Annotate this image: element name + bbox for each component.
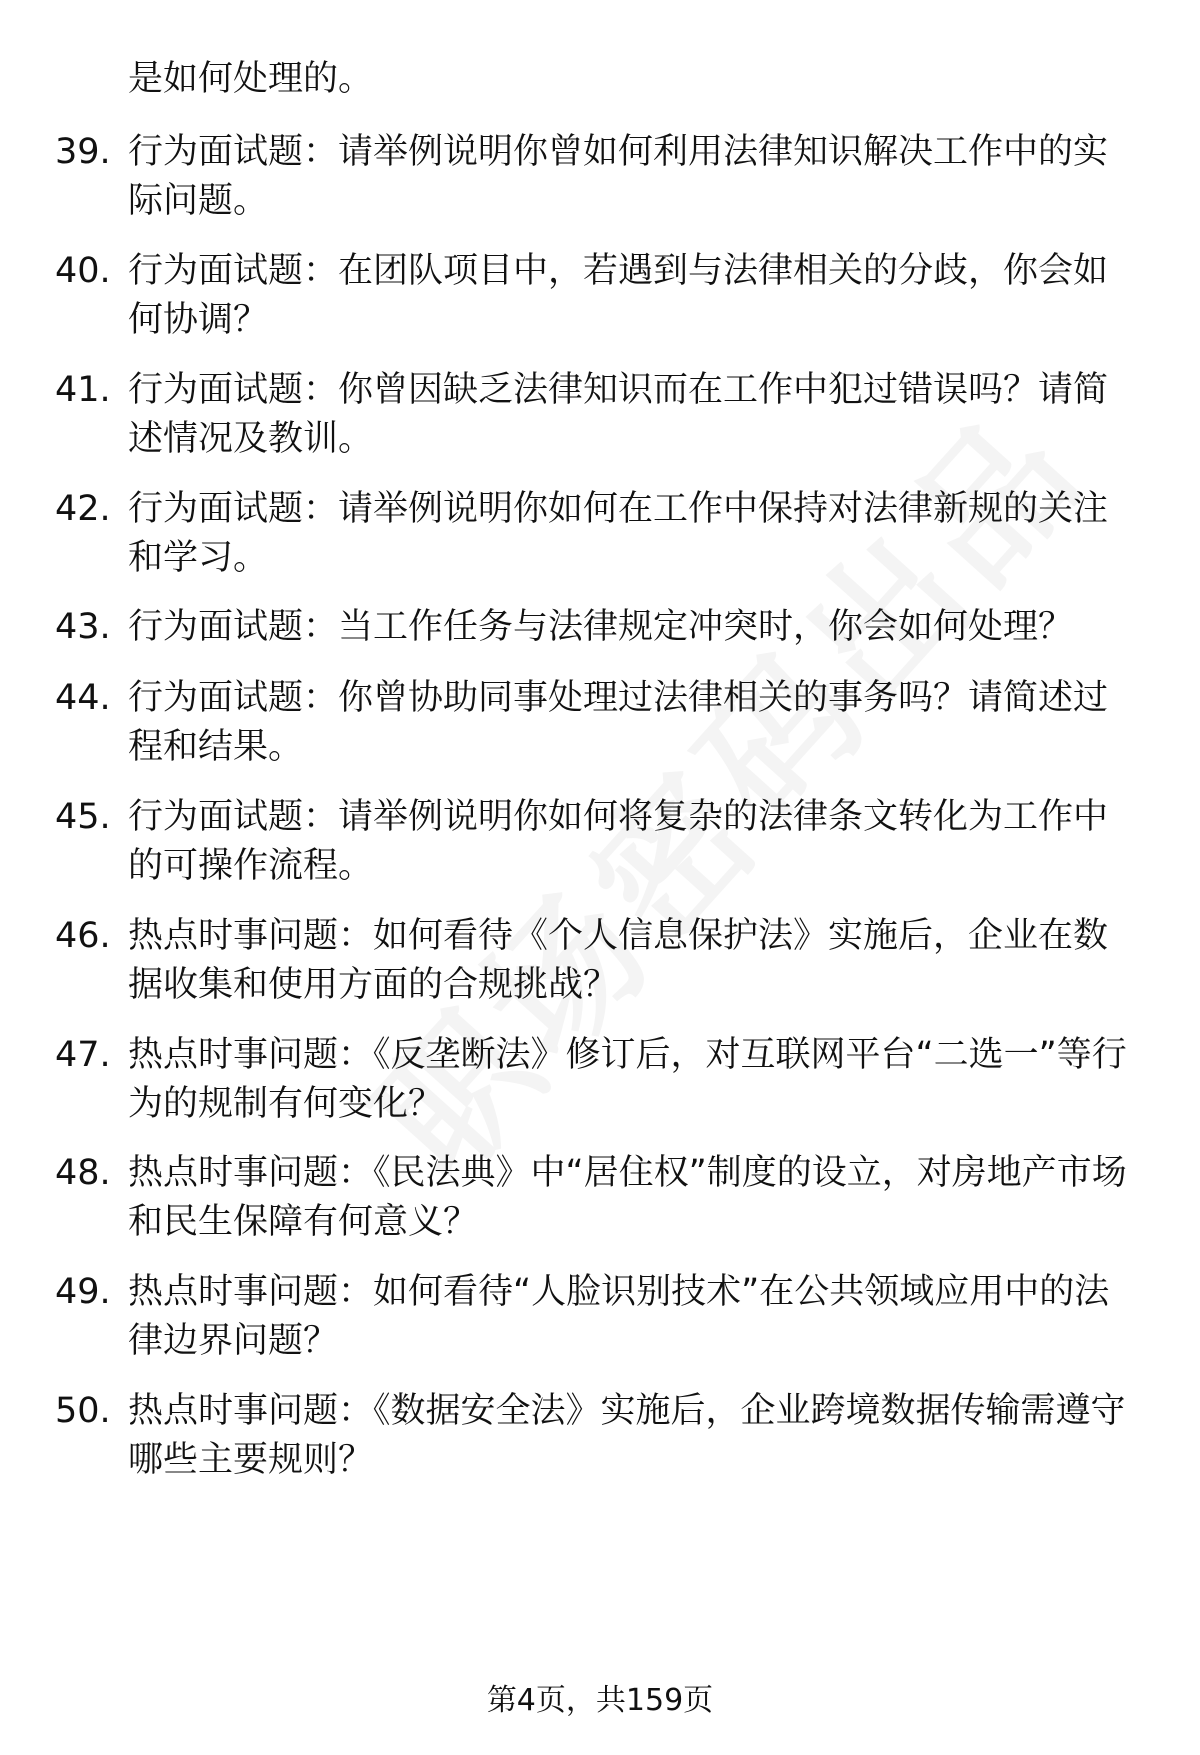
item-text: 行为面试题：请举例说明你曾如何利用法律知识解决工作中的实际问题。 [128,132,1109,221]
item-number: 45. [55,797,111,837]
item-text: 行为面试题：在团队项目中，若遇到与法律相关的分歧，你会如何协调？ [128,251,1109,340]
item-number: 49. [55,1272,111,1312]
item-number: 39. [55,132,111,172]
page-footer: 第4页，共159页 [486,1683,714,1718]
item-text: 热点时事问题：如何看待“人脸识别技术”在公共领域应用中的法律边界问题？ [128,1272,1110,1361]
item-text: 行为面试题：当工作任务与法律规定冲突时，你会如何处理？ [128,607,1074,647]
item-number: 50. [55,1391,111,1431]
item-number: 40. [55,251,111,291]
item-text: 行为面试题：请举例说明你如何将复杂的法律条文转化为工作中的可操作流程。 [128,797,1109,886]
item-text: 热点时事问题：《反垄断法》修订后，对互联网平台“二选一”等行为的规制有何变化？ [128,1035,1127,1124]
item-number: 47. [55,1035,111,1075]
item-number: 42. [55,489,111,529]
item-number: 44. [55,678,111,718]
item-number: 43. [55,607,111,647]
item-text: 热点时事问题：《民法典》中“居住权”制度的设立，对房地产市场和民生保障有何意义？ [128,1153,1127,1242]
item-text: 行为面试题：你曾协助同事处理过法律相关的事务吗？请简述过程和结果。 [128,678,1109,767]
item-text: 热点时事问题：如何看待《个人信息保护法》实施后，企业在数据收集和使用方面的合规挑战？ [128,916,1109,1005]
item-number: 41. [55,370,111,410]
item-number: 46. [55,916,111,956]
item-text: 行为面试题：请举例说明你如何在工作中保持对法律新规的关注和学习。 [128,489,1109,578]
item-text: 行为面试题：你曾因缺乏法律知识而在工作中犯过错误吗？请简述情况及教训。 [128,370,1109,459]
item-number: 48. [55,1153,111,1193]
item-text: 热点时事问题：《数据安全法》实施后，企业跨境数据传输需遵守哪些主要规则？ [128,1391,1126,1480]
continuation-text: 是如何处理的。 [128,59,374,99]
